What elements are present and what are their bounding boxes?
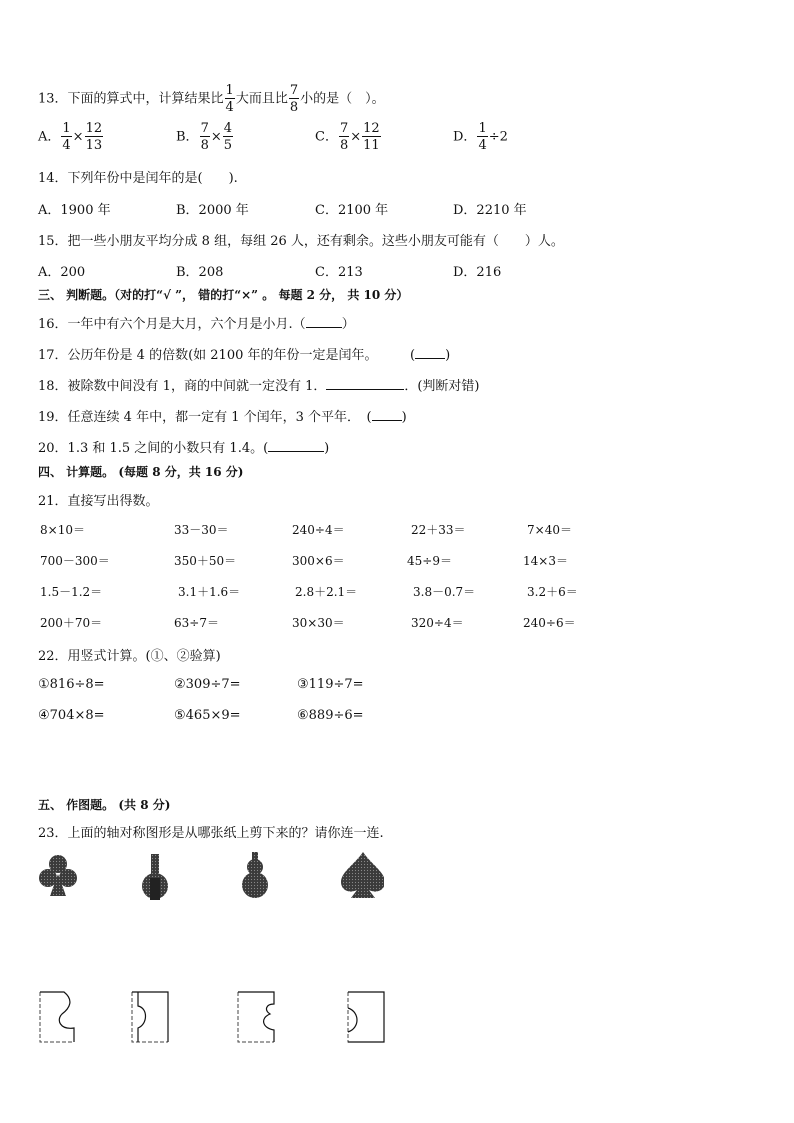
paper-cutout-a[interactable] [40,992,74,1042]
answer-blank[interactable] [306,315,342,328]
question-23: 23．上面的轴对称图形是从哪张纸上剪下来的？请你连一连. [38,826,384,841]
question-18: 18．被除数中间没有 1，商的中间就一定没有 1． ．(判断对错) [38,379,480,394]
paper-cutout-c[interactable] [238,992,274,1042]
q14-option-c[interactable]: C．2100 年 [315,203,389,218]
question-20: 20．1.3 和 1.5 之间的小数只有 1.4。( ) [38,441,330,456]
answer-blank[interactable] [326,377,404,390]
answer-blank[interactable] [415,346,445,359]
gourd-icon[interactable] [242,852,268,898]
question-19: 19．任意连续 4 年中，都一定有 1 个闰年，3 个平年． ( ) [38,410,407,425]
paper-cutout-d[interactable] [348,992,384,1042]
section-5-title: 五、 作图题。 (共 8 分) [38,798,171,812]
round-bottle-icon[interactable] [142,854,168,900]
vertical-calc-item: ⑥889÷6= [297,708,364,723]
spade-icon[interactable] [341,852,384,898]
q14-option-d[interactable]: D．2210 年 [453,203,527,218]
q14-option-b[interactable]: B．2000 年 [176,203,249,218]
symmetric-shapes [34,848,384,904]
paper-cutouts [34,986,394,1048]
question-22: 22．用竖式计算。(①、②验算) [38,649,221,664]
calc-item: 63÷7＝ [174,616,219,630]
calc-item: 33－30＝ [174,523,229,537]
q15-option-a[interactable]: A．200 [38,265,86,280]
calc-item: 14×3＝ [523,554,568,568]
calc-item: 240÷4＝ [292,523,345,537]
vertical-calc-item: ③119÷7= [297,677,364,692]
vertical-calc-item: ④704×8= [38,708,105,723]
calc-item: 320÷4＝ [411,616,464,630]
q13-option-a[interactable]: A． $\frac{1}{4}$ × $\frac{12}{13}$ [38,121,103,153]
calc-item: 240÷6＝ [523,616,576,630]
q15-option-b[interactable]: B．208 [176,265,224,280]
answer-blank[interactable] [372,408,402,421]
calc-item: 700－300＝ [40,554,110,568]
section-4-title: 四、 计算题。 (每题 8 分，共 16 分) [38,465,244,479]
fraction: $\frac{1}{4}$ [225,83,234,115]
fraction: $\frac{7}{8}$ [289,83,299,115]
calc-item: 300×6＝ [292,554,345,568]
question-14: 14．下列年份中是闰年的是( ). [38,171,238,186]
question-17: 17．公历年份是 4 的倍数(如 2100 年的年份一定是闰年。 ( ) [38,348,451,363]
q13-mid: 大而且比 [235,91,288,107]
question-21: 21．直接写出得数。 [38,494,159,509]
calc-item: 200＋70＝ [40,616,103,630]
q15-option-d[interactable]: D．216 [453,265,502,280]
calc-item: 8×10＝ [40,523,85,537]
calc-item: 350＋50＝ [174,554,237,568]
calc-item: 45÷9＝ [407,554,452,568]
vertical-calc-item: ①816÷8= [38,677,105,692]
vertical-calc-item: ⑤465×9= [174,708,241,723]
q13-suffix: 小的是（ ）。 [300,91,385,107]
calc-item: 3.2＋6＝ [527,585,578,599]
question-15: 15．把一些小朋友平均分成 8 组，每组 26 人，还有剩余。这些小朋友可能有（ ）人。 [38,234,564,249]
calc-item: 3.8－0.7＝ [413,585,476,599]
q13-option-d[interactable]: D． $\frac{1}{4}$ ÷2 [453,121,508,153]
question-13 [38,84,385,114]
q13-option-b[interactable]: B． $\frac{7}{8}$ × $\frac{4}{5}$ [176,121,233,153]
question-16: 16．一年中有六个月是大月，六个月是小月.（ ） [38,317,355,332]
calc-item: 2.8＋2.1＝ [295,585,358,599]
paper-cutout-b[interactable] [132,992,168,1042]
calc-item: 30×30＝ [292,616,345,630]
q15-option-c[interactable]: C．213 [315,265,363,280]
q13-prefix: 13．下面的算式中，计算结果比 [38,91,224,107]
q13-option-c[interactable]: C． $\frac{7}{8}$ × $\frac{12}{11}$ [315,121,380,153]
calc-item: 22＋33＝ [411,523,466,537]
calc-item: 1.5－1.2＝ [40,585,103,599]
section-3-title: 三、 判断题。（对的打“√ ”， 错的打“×” 。 每题 2 分， 共 10 分） [38,288,409,302]
answer-blank[interactable] [268,439,324,452]
calc-item: 3.1＋1.6＝ [178,585,241,599]
club-icon[interactable] [39,855,77,896]
calc-item: 7×40＝ [527,523,572,537]
q14-option-a[interactable]: A．1900 年 [38,203,111,218]
vertical-calc-item: ②309÷7= [174,677,241,692]
